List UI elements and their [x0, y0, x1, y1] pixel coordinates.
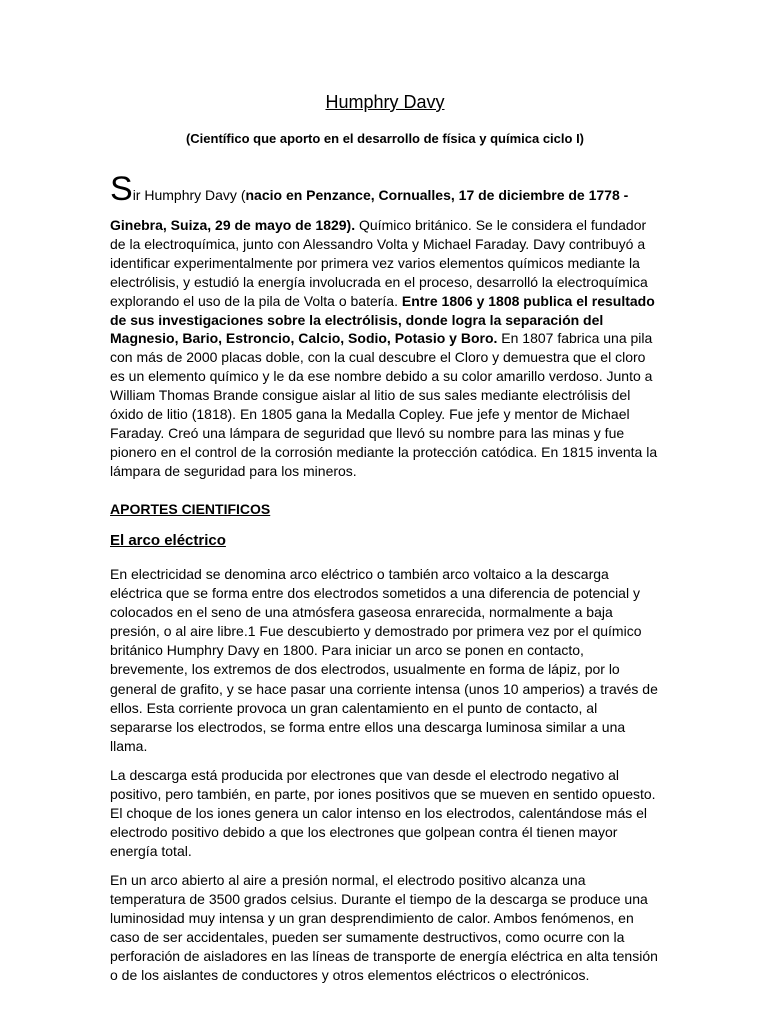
- intro-text-2: En 1807 fabrica una pila con más de 2000 placas doble, con la cual descubre el Cloro y demuestra que el cloro es un elemento químico y le da ese nombre debido a su color amarillo verdoso. Junto a William Thomas Brande consigue aislar al litio de sus sales mediante electrólisis del óxido de litio (1818). En 1805 gana la Medalla Copley. Fue jefe y mentor de Michael Faraday. Creó una lámpara de seguridad que llevó su nombre para las minas y fue pionero en el control de la corrosión mediante la protección catódica. En 1815 inventa la lámpara de seguridad para los mineros.: [110, 330, 658, 479]
- intro-findings: Entre 1806 y 1808 publica el resultado de sus investigaciones sobre la electrólisis, donde logra la separación del Magnesio, Bario, Estroncio, Calcio, Sodio, Potasio y Boro.: [110, 292, 655, 347]
- paragraph-arco-temperatura: En un arco abierto al aire a presión normal, el electrodo positivo alcanza una temperatura de 3500 grados celsius. Durante el tiempo de la descarga se produce una luminosidad muy intensa y un gran desprendimiento de calor. Ambos fenómenos, en caso de ser accidentales, pueden ser sumamente destructivos, como ocurre con la perforación de aisladores en las líneas de transporte de energía eléctrica en alta tensión o de los aislantes de conductores y otros elementos eléctricos o electrónicos.: [110, 872, 658, 984]
- intro-text-1: Químico británico. Se le considera el fundador de la electroquímica, junto con Alessandro Volta y Michael Faraday. Davy contribuyó a identificar experimentalmente por primera vez varios elementos químicos mediante la electrólisis, y estudió la energía involucrada en el proceso, desarrolló la electroquímica explorando el uso de la pila de Volta o batería.: [110, 217, 648, 309]
- document-title: Humphry Davy: [325, 92, 445, 112]
- intro-first-line: [110, 172, 662, 216]
- intro-birth-date: nacio en Penzance, Cornualles, 17 de diciembre de 1778 -: [245, 187, 629, 203]
- paragraph-arco-definicion: En electricidad se denomina arco eléctrico o también arco voltaico a la descarga eléctrica que se forma entre dos electrodos sometidos a una diferencia de potencial y colocados en el seno de una atmósfera gaseosa enrarecida, normalmente a baja presión, o al aire libre.1 Fue descubierto y demostrado por primera vez por el químico británico Humphry Davy en 1800. Para iniciar un arco se ponen en contacto, brevemente, los extremos de dos electrodos, usualmente en forma de lápiz, por lo general de grafito, y se hace pasar una corriente intensa (unos 10 amperios) a través de ellos. Esta corriente provoca un gran calentamiento en el punto de contacto, al separarse los electrodos, se forma entre ellos una descarga luminosa similar a una llama.: [110, 566, 658, 754]
- intro-lead: ir Humphry Davy (: [132, 187, 246, 203]
- intro-paragraph: [110, 172, 662, 481]
- paragraph-arco-descarga: La descarga está producida por electrones que van desde el electrodo negativo al positivo, pero también, en parte, por iones positivos que se mueven en sentido opuesto. El choque de los iones genera un calor intenso en los electrodos, calentándose más el electrodo positivo debido a que los electrones que golpean contra él tienen mayor energía total.: [110, 767, 656, 860]
- heading-arco-electrico: El arco eléctrico: [110, 532, 226, 549]
- document-subtitle: (Científico que aporto en el desarrollo de física y química ciclo I): [185, 131, 585, 146]
- heading-aportes-cientificos: APORTES CIENTIFICOS: [110, 501, 271, 517]
- intro-death-date: Ginebra, Suiza, 29 de mayo de 1829).: [110, 217, 356, 233]
- drop-cap: S: [110, 170, 133, 208]
